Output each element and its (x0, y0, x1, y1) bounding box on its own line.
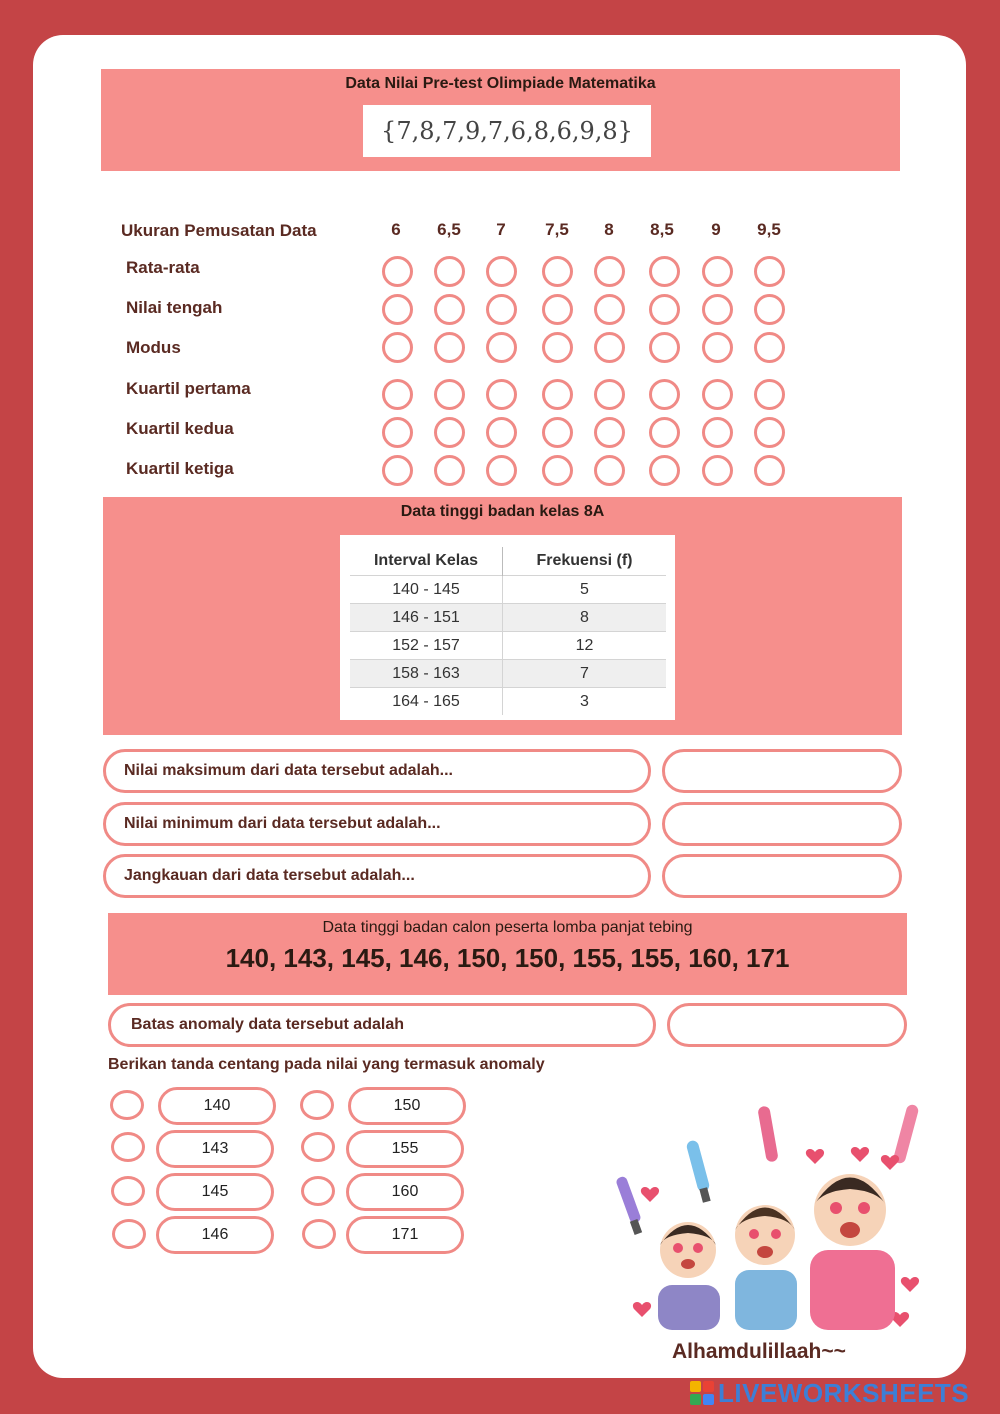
question-range-text: Jangkauan dari data tersebut adalah... (124, 867, 415, 884)
option-160: 160 (346, 1173, 464, 1211)
row-label-rata-rata: Rata-rata (126, 258, 200, 277)
radio-kuartil-ketiga-7-5[interactable] (542, 455, 573, 486)
radio-nilai-tengah-9[interactable] (702, 294, 733, 325)
question-min-text: Nilai minimum dari data tersebut adalah... (124, 815, 441, 832)
row-label-modus: Modus (126, 338, 181, 357)
glowstick-purple (615, 1175, 642, 1235)
radio-kuartil-kedua-6-5[interactable] (434, 417, 465, 448)
radio-kuartil-pertama-8-5[interactable] (649, 379, 680, 410)
radio-kuartil-pertama-7-5[interactable] (542, 379, 573, 410)
table-row (350, 688, 666, 716)
fan-right (810, 1174, 895, 1330)
column-9: 9 (711, 220, 721, 239)
question-anomaly-text: Batas anomaly data tersebut adalah (131, 1016, 404, 1033)
column-6: 6 (391, 220, 401, 239)
radio-rata-rata-6-5[interactable] (434, 256, 465, 287)
answer-range-input[interactable] (662, 854, 902, 898)
question-max (103, 749, 651, 793)
radio-kuartil-ketiga-7[interactable] (486, 455, 517, 486)
radio-modus-8-5[interactable] (649, 332, 680, 363)
radio-kuartil-ketiga-6-5[interactable] (434, 455, 465, 486)
option-143: 143 (156, 1130, 274, 1168)
radio-rata-rata-7[interactable] (486, 256, 517, 287)
radio-rata-rata-7-5[interactable] (542, 256, 573, 287)
radio-modus-8[interactable] (594, 332, 625, 363)
radio-kuartil-ketiga-8[interactable] (594, 455, 625, 486)
radio-kuartil-ketiga-9[interactable] (702, 455, 733, 486)
answer-max-input[interactable] (662, 749, 902, 793)
answer-min-input[interactable] (662, 802, 902, 846)
fan-middle (735, 1205, 797, 1330)
radio-kuartil-ketiga-8-5[interactable] (649, 455, 680, 486)
header-frequency: Frekuensi (f) (536, 552, 633, 569)
radio-kuartil-kedua-6[interactable] (382, 417, 413, 448)
radio-modus-9-5[interactable] (754, 332, 785, 363)
anomaly-instruction: Berikan tanda centang pada nilai yang termasuk anomaly (108, 1056, 545, 1073)
radio-rata-rata-8-5[interactable] (649, 256, 680, 287)
table-row (350, 576, 666, 604)
cheering-fans-illustration (610, 1100, 930, 1335)
radio-rata-rata-9[interactable] (702, 256, 733, 287)
radio-kuartil-pertama-7[interactable] (486, 379, 517, 410)
radio-kuartil-kedua-7[interactable] (486, 417, 517, 448)
footer-text: Alhamdulillaah~~ (672, 1340, 846, 1363)
radio-nilai-tengah-9-5[interactable] (754, 294, 785, 325)
radio-kuartil-kedua-7-5[interactable] (542, 417, 573, 448)
frequency-table (350, 547, 666, 715)
measures-header: Ukuran Pemusatan Data (121, 221, 317, 240)
row-label-kuartil-ketiga: Kuartil ketiga (126, 459, 234, 478)
glowstick-blue (685, 1139, 710, 1202)
radio-modus-9[interactable] (702, 332, 733, 363)
column-7-5: 7,5 (545, 220, 569, 239)
header-interval: Interval Kelas (350, 547, 503, 576)
liveworksheets-logo (690, 1378, 969, 1408)
cell-interval: 152 - 157 (350, 632, 503, 660)
checkbox-160[interactable] (301, 1176, 335, 1206)
radio-kuartil-pertama-8[interactable] (594, 379, 625, 410)
checkbox-143[interactable] (111, 1132, 145, 1162)
frequency-table-box (340, 535, 675, 720)
table-row (350, 604, 666, 632)
option-145: 145 (156, 1173, 274, 1211)
radio-modus-7[interactable] (486, 332, 517, 363)
checkbox-155[interactable] (301, 1132, 335, 1162)
cell-interval: 158 - 163 (350, 660, 503, 688)
radio-nilai-tengah-8[interactable] (594, 294, 625, 325)
climbing-band (108, 913, 907, 995)
cell-interval: 140 - 145 (350, 576, 503, 604)
liveworksheets-wordmark: LIVEWORKSHEETS (718, 1377, 970, 1408)
column-8-5: 8,5 (650, 220, 674, 239)
pretest-dataset: {7,8,7,9,7,6,8,6,9,8} (363, 105, 651, 157)
column-9-5: 9,5 (757, 220, 781, 239)
cell-frequency: 12 (503, 632, 667, 660)
climbing-title: Data tinggi badan calon peserta lomba panjat tebing (322, 919, 693, 936)
radio-kuartil-pertama-6[interactable] (382, 379, 413, 410)
row-label-kuartil-pertama: Kuartil pertama (126, 379, 251, 398)
checkbox-145[interactable] (111, 1176, 145, 1206)
cell-frequency: 5 (503, 576, 667, 604)
radio-kuartil-kedua-9[interactable] (702, 417, 733, 448)
radio-modus-6[interactable] (382, 332, 413, 363)
cell-frequency: 3 (503, 688, 667, 716)
column-6-5: 6,5 (437, 220, 461, 239)
pretest-title: Data Nilai Pre-test Olimpiade Matematika (345, 75, 656, 92)
question-range (103, 854, 651, 898)
question-anomaly (108, 1003, 656, 1047)
radio-rata-rata-6[interactable] (382, 256, 413, 287)
radio-kuartil-pertama-6-5[interactable] (434, 379, 465, 410)
radio-rata-rata-8[interactable] (594, 256, 625, 287)
radio-nilai-tengah-8-5[interactable] (649, 294, 680, 325)
radio-nilai-tengah-6-5[interactable] (434, 294, 465, 325)
radio-kuartil-kedua-9-5[interactable] (754, 417, 785, 448)
radio-kuartil-ketiga-9-5[interactable] (754, 455, 785, 486)
cell-frequency: 7 (503, 660, 667, 688)
table-row (350, 660, 666, 688)
question-max-text: Nilai maksimum dari data tersebut adalah... (124, 762, 453, 779)
radio-kuartil-ketiga-6[interactable] (382, 455, 413, 486)
radio-nilai-tengah-7-5[interactable] (542, 294, 573, 325)
checkbox-171[interactable] (302, 1219, 336, 1249)
fan-left (658, 1222, 720, 1330)
radio-nilai-tengah-6[interactable] (382, 294, 413, 325)
radio-rata-rata-9-5[interactable] (754, 256, 785, 287)
checkbox-140[interactable] (110, 1090, 144, 1120)
option-171: 171 (346, 1216, 464, 1254)
glowstick-pink (757, 1105, 779, 1162)
option-150: 150 (348, 1087, 466, 1125)
checkbox-146[interactable] (112, 1219, 146, 1249)
option-155: 155 (346, 1130, 464, 1168)
option-146: 146 (156, 1216, 274, 1254)
answer-anomaly-input[interactable] (667, 1003, 907, 1047)
radio-modus-6-5[interactable] (434, 332, 465, 363)
column-8: 8 (604, 220, 614, 239)
cell-interval: 164 - 165 (350, 688, 503, 716)
radio-kuartil-pertama-9-5[interactable] (754, 379, 785, 410)
row-label-nilai-tengah: Nilai tengah (126, 298, 223, 317)
radio-kuartil-kedua-8-5[interactable] (649, 417, 680, 448)
cell-frequency: 8 (503, 604, 667, 632)
checkbox-150[interactable] (300, 1090, 334, 1120)
option-140: 140 (158, 1087, 276, 1125)
radio-kuartil-kedua-8[interactable] (594, 417, 625, 448)
radio-nilai-tengah-7[interactable] (486, 294, 517, 325)
cell-interval: 146 - 151 (350, 604, 503, 632)
column-7: 7 (496, 220, 506, 239)
height-8a-title: Data tinggi badan kelas 8A (400, 503, 605, 520)
radio-modus-7-5[interactable] (542, 332, 573, 363)
table-row (350, 632, 666, 660)
question-min (103, 802, 651, 846)
row-label-kuartil-kedua: Kuartil kedua (126, 419, 234, 438)
liveworksheets-icon (690, 1381, 714, 1405)
climbing-values: 140, 143, 145, 146, 150, 150, 155, 155, 160, 171 (225, 943, 790, 973)
radio-kuartil-pertama-9[interactable] (702, 379, 733, 410)
